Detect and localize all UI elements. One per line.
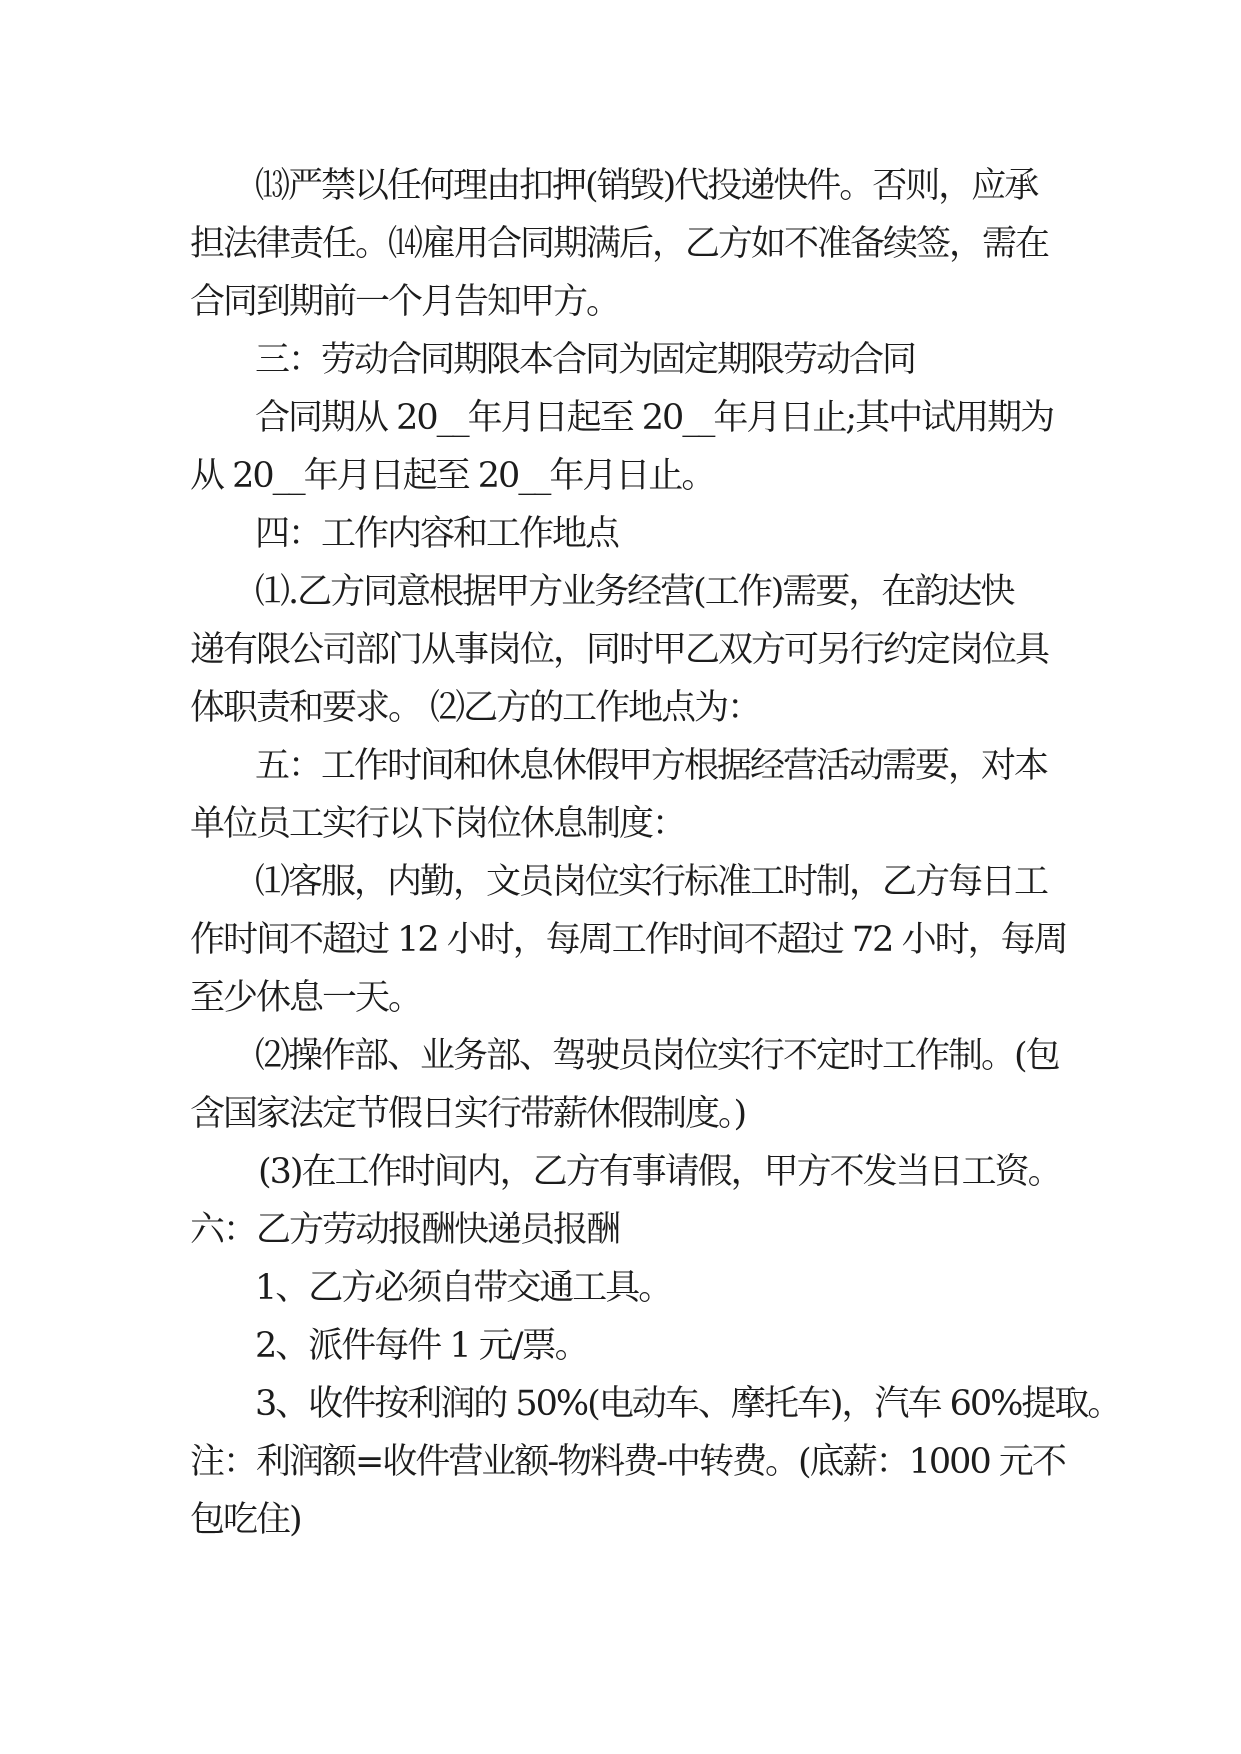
text-line-17: 含国家法定节假日实行带薪休假制度。): [190, 1094, 746, 1134]
text-line-23: 注：利润额=收件营业额-物料费-中转费。(底薪：1000 元不: [190, 1442, 1065, 1482]
text-line-20: 1、乙方必须自带交通工具。: [255, 1268, 672, 1308]
text-line-14: 作时间不超过 12 小时，每周工作时间不超过 72 小时，每周: [190, 920, 1067, 960]
text-line-13: ⑴客服，内勤，文员岗位实行标准工时制，乙方每日工: [255, 862, 1048, 902]
text-line-24: 包吃住): [190, 1500, 301, 1540]
text-line-10: 体职责和要求。 ⑵乙方的工作地点为：: [190, 688, 761, 728]
section-heading-3: 三：劳动合同期限本合同为固定期限劳动合同: [255, 340, 916, 380]
text-line-3: 合同到期前一个月告知甲方。: [190, 282, 620, 322]
text-line-1: ⒀严禁以任何理由扣押(销毁)代投递快件。否则，应承: [255, 166, 1038, 206]
text-line-6: 从 20__年月日起至 20__年月日止。: [190, 456, 715, 496]
text-line-5: 合同期从 20__年月日起至 20__年月日止;其中试用期为: [255, 398, 1054, 438]
text-line-12: 单位员工实行以下岗位休息制度：: [190, 804, 686, 844]
text-line-21: 2、派件每件 1 元/票。: [255, 1326, 588, 1366]
text-line-16: ⑵操作部、业务部、驾驶员岗位实行不定时工作制。(包: [255, 1036, 1059, 1076]
section-heading-5: 五：工作时间和休息休假甲方根据经营活动需要，对本: [255, 746, 1048, 786]
text-line-15: 至少休息一天。: [190, 978, 422, 1018]
text-line-9: 递有限公司部门从事岗位，同时甲乙双方可另行约定岗位具: [190, 630, 1049, 670]
text-line-22: 3、收件按利润的 50%(电动车、摩托车)，汽车 60%提取。: [255, 1384, 1121, 1424]
text-line-2: 担法律责任。⒁雇用合同期满后，乙方如不准备续签，需在: [190, 224, 1049, 264]
text-line-8: ⑴.乙方同意根据甲方业务经营(工作)需要，在韵达快: [255, 572, 1014, 612]
text-line-18: (3)在工作时间内，乙方有事请假，甲方不发当日工资。: [258, 1152, 1061, 1192]
section-heading-6: 六：乙方劳动报酬快递员报酬: [190, 1210, 620, 1250]
section-heading-4: 四：工作内容和工作地点: [255, 514, 619, 554]
